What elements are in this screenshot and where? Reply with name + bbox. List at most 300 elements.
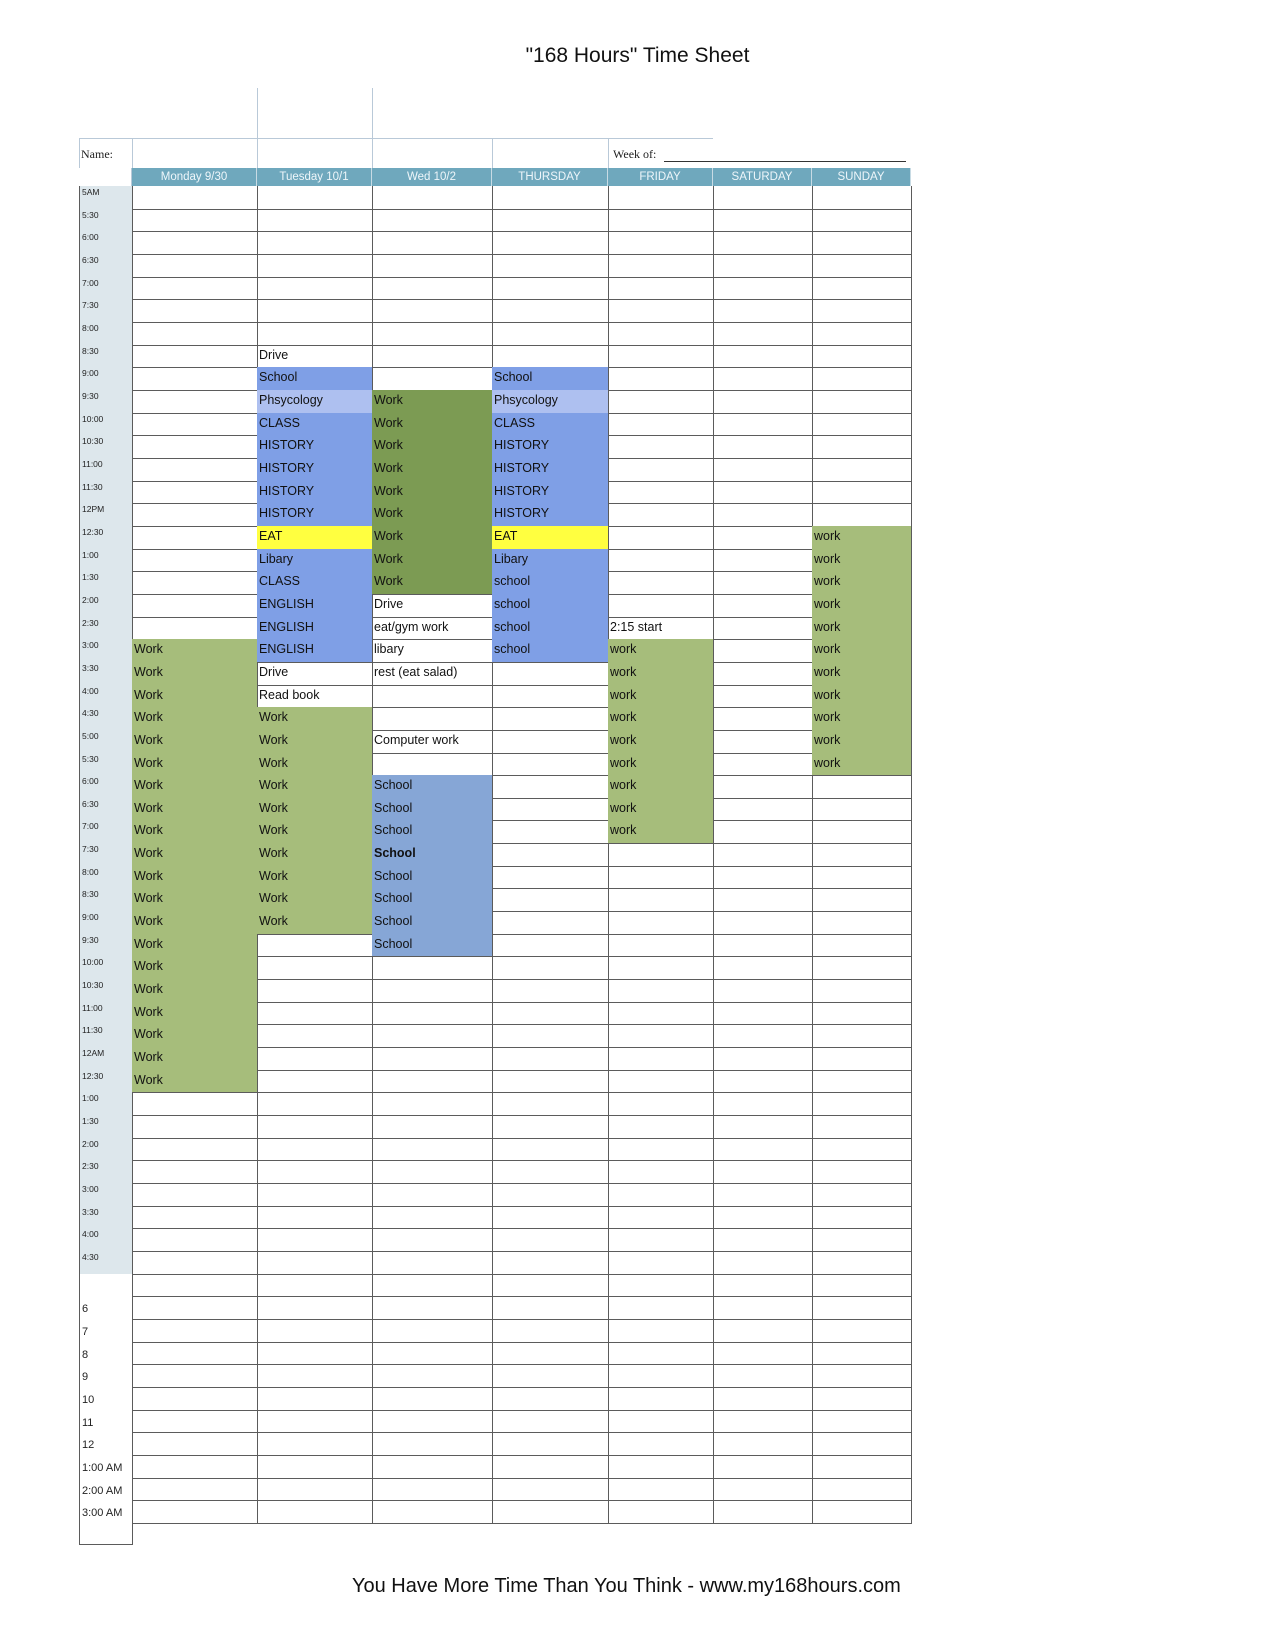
schedule-cell[interactable]: work xyxy=(608,798,714,821)
schedule-cell[interactable] xyxy=(257,1138,373,1161)
schedule-cell[interactable] xyxy=(372,367,493,391)
schedule-cell[interactable] xyxy=(492,775,609,799)
schedule-cell[interactable] xyxy=(812,1115,912,1139)
schedule-cell[interactable]: Work xyxy=(132,1024,258,1048)
schedule-cell[interactable] xyxy=(812,1364,912,1388)
schedule-cell[interactable]: Work xyxy=(132,979,258,1003)
schedule-cell[interactable] xyxy=(713,1183,813,1207)
schedule-cell[interactable] xyxy=(812,299,912,323)
schedule-cell[interactable] xyxy=(257,209,373,232)
schedule-cell[interactable]: HISTORY xyxy=(492,435,609,459)
schedule-cell[interactable]: work xyxy=(608,707,714,731)
schedule-cell[interactable] xyxy=(492,1228,609,1252)
schedule-cell[interactable] xyxy=(812,390,912,414)
schedule-cell[interactable] xyxy=(492,1047,609,1071)
schedule-cell[interactable] xyxy=(608,1228,714,1252)
schedule-cell[interactable] xyxy=(257,231,373,255)
schedule-cell[interactable] xyxy=(372,1455,493,1479)
schedule-cell[interactable] xyxy=(492,1500,609,1524)
schedule-cell[interactable] xyxy=(812,1251,912,1275)
schedule-cell[interactable] xyxy=(492,820,609,844)
schedule-cell[interactable]: Read book xyxy=(257,685,373,708)
schedule-cell[interactable]: CLASS xyxy=(492,413,609,436)
schedule-cell[interactable] xyxy=(713,345,813,368)
schedule-cell[interactable]: Work xyxy=(257,911,373,935)
schedule-cell[interactable] xyxy=(812,1455,912,1479)
schedule-cell[interactable] xyxy=(257,934,373,957)
schedule-cell[interactable] xyxy=(608,254,714,278)
schedule-cell[interactable]: Work xyxy=(132,1047,258,1071)
schedule-cell[interactable]: eat/gym work xyxy=(372,617,493,640)
schedule-cell[interactable]: HISTORY xyxy=(492,481,609,504)
schedule-cell[interactable] xyxy=(713,820,813,844)
schedule-cell[interactable] xyxy=(812,1024,912,1048)
schedule-cell[interactable] xyxy=(372,753,493,776)
schedule-cell[interactable] xyxy=(608,979,714,1003)
schedule-cell[interactable] xyxy=(608,367,714,391)
schedule-cell[interactable] xyxy=(372,1206,493,1229)
schedule-cell[interactable] xyxy=(492,1138,609,1161)
schedule-cell[interactable] xyxy=(713,481,813,504)
schedule-cell[interactable] xyxy=(608,1206,714,1229)
schedule-cell[interactable] xyxy=(372,1160,493,1184)
schedule-cell[interactable]: School xyxy=(372,866,493,889)
schedule-cell[interactable] xyxy=(257,1002,373,1025)
schedule-cell[interactable] xyxy=(713,1319,813,1343)
schedule-cell[interactable]: work xyxy=(812,549,912,572)
schedule-cell[interactable] xyxy=(257,979,373,1003)
schedule-cell[interactable]: work xyxy=(812,753,912,776)
schedule-cell[interactable] xyxy=(608,1160,714,1184)
schedule-cell[interactable] xyxy=(132,209,258,232)
schedule-cell[interactable]: Work xyxy=(372,390,493,414)
schedule-cell[interactable] xyxy=(812,345,912,368)
schedule-cell[interactable]: Work xyxy=(372,435,493,459)
schedule-cell[interactable]: libary xyxy=(372,639,493,663)
schedule-cell[interactable] xyxy=(372,1274,493,1297)
schedule-cell[interactable] xyxy=(372,1478,493,1501)
schedule-cell[interactable] xyxy=(132,1455,258,1479)
schedule-cell[interactable]: Libary xyxy=(257,549,373,572)
schedule-cell[interactable] xyxy=(372,1432,493,1456)
schedule-cell[interactable]: School xyxy=(372,888,493,912)
schedule-cell[interactable]: Work xyxy=(372,571,493,595)
schedule-cell[interactable] xyxy=(608,1070,714,1093)
schedule-cell[interactable] xyxy=(132,1319,258,1343)
schedule-cell[interactable]: Work xyxy=(132,820,258,844)
schedule-cell[interactable] xyxy=(812,209,912,232)
schedule-cell[interactable]: School xyxy=(372,798,493,821)
schedule-cell[interactable] xyxy=(132,277,258,300)
schedule-cell[interactable] xyxy=(132,322,258,346)
schedule-cell[interactable] xyxy=(132,1092,258,1116)
schedule-cell[interactable] xyxy=(492,1251,609,1275)
schedule-cell[interactable]: Computer work xyxy=(372,730,493,754)
schedule-cell[interactable]: Work xyxy=(257,820,373,844)
schedule-cell[interactable] xyxy=(257,1047,373,1071)
schedule-cell[interactable]: Work xyxy=(132,662,258,686)
schedule-cell[interactable] xyxy=(812,1500,912,1524)
schedule-cell[interactable]: HISTORY xyxy=(492,458,609,482)
schedule-cell[interactable] xyxy=(132,1160,258,1184)
schedule-cell[interactable]: work xyxy=(608,753,714,776)
schedule-cell[interactable] xyxy=(812,254,912,278)
schedule-cell[interactable] xyxy=(492,730,609,754)
schedule-cell[interactable] xyxy=(257,1296,373,1320)
schedule-cell[interactable] xyxy=(812,1206,912,1229)
schedule-cell[interactable] xyxy=(492,1387,609,1411)
schedule-cell[interactable] xyxy=(713,934,813,957)
schedule-cell[interactable] xyxy=(713,1251,813,1275)
schedule-cell[interactable] xyxy=(492,753,609,776)
schedule-cell[interactable] xyxy=(713,299,813,323)
schedule-cell[interactable] xyxy=(492,707,609,731)
schedule-cell[interactable] xyxy=(132,571,258,595)
schedule-cell[interactable] xyxy=(132,1115,258,1139)
schedule-cell[interactable] xyxy=(812,1410,912,1433)
schedule-cell[interactable] xyxy=(132,526,258,550)
schedule-cell[interactable] xyxy=(713,1432,813,1456)
schedule-cell[interactable]: 2:15 start xyxy=(608,617,714,640)
schedule-cell[interactable] xyxy=(492,1364,609,1388)
schedule-cell[interactable] xyxy=(372,1500,493,1524)
schedule-cell[interactable] xyxy=(492,1432,609,1456)
schedule-cell[interactable] xyxy=(713,1364,813,1388)
schedule-cell[interactable] xyxy=(372,956,493,980)
schedule-cell[interactable] xyxy=(372,254,493,278)
schedule-cell[interactable] xyxy=(492,798,609,821)
schedule-cell[interactable] xyxy=(372,1047,493,1071)
schedule-cell[interactable] xyxy=(132,617,258,640)
schedule-cell[interactable]: work xyxy=(608,639,714,663)
schedule-cell[interactable]: Work xyxy=(372,549,493,572)
schedule-cell[interactable] xyxy=(372,1296,493,1320)
schedule-cell[interactable] xyxy=(812,820,912,844)
schedule-cell[interactable]: CLASS xyxy=(257,571,373,595)
schedule-cell[interactable]: Work xyxy=(372,526,493,550)
schedule-cell[interactable] xyxy=(608,1138,714,1161)
schedule-cell[interactable]: Drive xyxy=(257,662,373,686)
schedule-cell[interactable] xyxy=(713,1500,813,1524)
schedule-cell[interactable] xyxy=(257,186,373,210)
schedule-cell[interactable]: work xyxy=(608,775,714,799)
schedule-cell[interactable] xyxy=(812,888,912,912)
schedule-cell[interactable] xyxy=(492,934,609,957)
schedule-cell[interactable] xyxy=(713,1342,813,1365)
schedule-cell[interactable] xyxy=(257,1115,373,1139)
schedule-cell[interactable] xyxy=(608,843,714,867)
schedule-cell[interactable] xyxy=(257,1387,373,1411)
schedule-cell[interactable] xyxy=(257,1160,373,1184)
schedule-cell[interactable] xyxy=(132,1274,258,1297)
schedule-cell[interactable] xyxy=(608,413,714,436)
schedule-cell[interactable] xyxy=(713,1070,813,1093)
schedule-cell[interactable] xyxy=(713,435,813,459)
schedule-cell[interactable] xyxy=(372,1115,493,1139)
schedule-cell[interactable] xyxy=(257,1251,373,1275)
schedule-cell[interactable] xyxy=(492,1410,609,1433)
schedule-cell[interactable] xyxy=(492,979,609,1003)
schedule-cell[interactable] xyxy=(608,1296,714,1320)
schedule-cell[interactable] xyxy=(372,1024,493,1048)
schedule-cell[interactable] xyxy=(713,277,813,300)
schedule-cell[interactable]: School xyxy=(372,820,493,844)
schedule-cell[interactable] xyxy=(132,1500,258,1524)
schedule-cell[interactable]: Work xyxy=(132,1002,258,1025)
schedule-cell[interactable] xyxy=(713,1296,813,1320)
week-of-field[interactable] xyxy=(664,161,906,162)
schedule-cell[interactable] xyxy=(608,1455,714,1479)
schedule-cell[interactable] xyxy=(713,526,813,550)
schedule-cell[interactable] xyxy=(812,911,912,935)
schedule-cell[interactable] xyxy=(257,1478,373,1501)
schedule-cell[interactable] xyxy=(132,503,258,527)
schedule-cell[interactable] xyxy=(492,1092,609,1116)
schedule-cell[interactable]: school xyxy=(492,617,609,640)
schedule-cell[interactable] xyxy=(492,1455,609,1479)
schedule-cell[interactable] xyxy=(372,1251,493,1275)
schedule-cell[interactable] xyxy=(492,186,609,210)
schedule-cell[interactable]: ENGLISH xyxy=(257,594,373,618)
schedule-cell[interactable]: HISTORY xyxy=(492,503,609,527)
schedule-cell[interactable] xyxy=(713,1160,813,1184)
schedule-cell[interactable] xyxy=(132,1183,258,1207)
schedule-cell[interactable] xyxy=(132,1228,258,1252)
schedule-cell[interactable] xyxy=(372,322,493,346)
schedule-cell[interactable] xyxy=(812,934,912,957)
schedule-cell[interactable] xyxy=(372,1092,493,1116)
schedule-cell[interactable]: Drive xyxy=(257,345,373,368)
schedule-cell[interactable] xyxy=(713,367,813,391)
schedule-cell[interactable]: work xyxy=(812,594,912,618)
schedule-cell[interactable] xyxy=(492,1002,609,1025)
schedule-cell[interactable] xyxy=(608,594,714,618)
schedule-cell[interactable] xyxy=(132,1342,258,1365)
schedule-cell[interactable] xyxy=(492,956,609,980)
schedule-cell[interactable] xyxy=(812,1387,912,1411)
schedule-cell[interactable] xyxy=(492,662,609,686)
schedule-cell[interactable] xyxy=(812,1342,912,1365)
schedule-cell[interactable] xyxy=(608,1002,714,1025)
schedule-cell[interactable] xyxy=(812,1092,912,1116)
schedule-cell[interactable] xyxy=(608,1478,714,1501)
schedule-cell[interactable] xyxy=(713,639,813,663)
schedule-cell[interactable]: Phsycology xyxy=(257,390,373,414)
schedule-cell[interactable]: work xyxy=(812,639,912,663)
schedule-cell[interactable] xyxy=(132,1206,258,1229)
schedule-cell[interactable] xyxy=(812,186,912,210)
schedule-cell[interactable]: HISTORY xyxy=(257,503,373,527)
schedule-cell[interactable] xyxy=(132,458,258,482)
schedule-cell[interactable] xyxy=(812,413,912,436)
schedule-cell[interactable]: work xyxy=(812,707,912,731)
schedule-cell[interactable] xyxy=(372,1410,493,1433)
schedule-cell[interactable] xyxy=(713,775,813,799)
schedule-cell[interactable] xyxy=(812,1047,912,1071)
schedule-cell[interactable] xyxy=(713,322,813,346)
schedule-cell[interactable] xyxy=(713,707,813,731)
schedule-cell[interactable] xyxy=(492,911,609,935)
schedule-cell[interactable] xyxy=(492,1160,609,1184)
schedule-cell[interactable] xyxy=(713,503,813,527)
schedule-cell[interactable] xyxy=(713,458,813,482)
schedule-cell[interactable] xyxy=(492,254,609,278)
schedule-cell[interactable] xyxy=(608,322,714,346)
schedule-cell[interactable]: work xyxy=(608,820,714,844)
schedule-cell[interactable]: Work xyxy=(257,775,373,799)
schedule-cell[interactable] xyxy=(492,345,609,368)
schedule-cell[interactable] xyxy=(132,1251,258,1275)
schedule-cell[interactable]: EAT xyxy=(257,526,373,550)
schedule-cell[interactable]: Work xyxy=(257,707,373,731)
schedule-cell[interactable] xyxy=(372,1183,493,1207)
schedule-cell[interactable]: Work xyxy=(132,1070,258,1093)
schedule-cell[interactable] xyxy=(713,956,813,980)
schedule-cell[interactable] xyxy=(492,322,609,346)
schedule-cell[interactable]: Work xyxy=(372,413,493,436)
schedule-cell[interactable] xyxy=(492,843,609,867)
schedule-cell[interactable] xyxy=(257,1319,373,1343)
schedule-cell[interactable] xyxy=(492,1342,609,1365)
schedule-cell[interactable] xyxy=(713,753,813,776)
schedule-cell[interactable] xyxy=(608,1183,714,1207)
schedule-cell[interactable] xyxy=(492,866,609,889)
schedule-cell[interactable] xyxy=(132,481,258,504)
schedule-cell[interactable] xyxy=(257,1070,373,1093)
schedule-cell[interactable] xyxy=(132,1296,258,1320)
schedule-cell[interactable] xyxy=(492,1274,609,1297)
schedule-cell[interactable] xyxy=(257,1228,373,1252)
schedule-cell[interactable] xyxy=(713,571,813,595)
schedule-cell[interactable] xyxy=(713,888,813,912)
schedule-cell[interactable]: ENGLISH xyxy=(257,639,373,663)
schedule-cell[interactable]: work xyxy=(608,730,714,754)
schedule-cell[interactable] xyxy=(812,458,912,482)
schedule-cell[interactable]: Work xyxy=(132,707,258,731)
schedule-cell[interactable]: Work xyxy=(132,866,258,889)
schedule-cell[interactable] xyxy=(713,1274,813,1297)
schedule-cell[interactable] xyxy=(372,209,493,232)
schedule-cell[interactable] xyxy=(257,956,373,980)
schedule-cell[interactable] xyxy=(132,435,258,459)
schedule-cell[interactable]: School xyxy=(257,367,373,391)
schedule-cell[interactable]: work xyxy=(608,662,714,686)
schedule-cell[interactable] xyxy=(608,1319,714,1343)
schedule-cell[interactable] xyxy=(132,254,258,278)
schedule-cell[interactable] xyxy=(257,1364,373,1388)
schedule-cell[interactable] xyxy=(812,1319,912,1343)
schedule-cell[interactable] xyxy=(372,186,493,210)
schedule-cell[interactable]: School xyxy=(372,911,493,935)
schedule-cell[interactable]: Work xyxy=(132,888,258,912)
schedule-cell[interactable] xyxy=(372,1342,493,1365)
schedule-cell[interactable]: work xyxy=(812,730,912,754)
schedule-cell[interactable] xyxy=(257,1183,373,1207)
schedule-cell[interactable]: work xyxy=(812,617,912,640)
schedule-cell[interactable] xyxy=(812,1070,912,1093)
schedule-cell[interactable] xyxy=(132,1364,258,1388)
schedule-cell[interactable] xyxy=(372,1070,493,1093)
schedule-cell[interactable] xyxy=(713,685,813,708)
schedule-cell[interactable] xyxy=(257,1274,373,1297)
schedule-cell[interactable] xyxy=(713,1228,813,1252)
schedule-cell[interactable] xyxy=(608,345,714,368)
schedule-cell[interactable] xyxy=(812,1274,912,1297)
schedule-cell[interactable]: Work xyxy=(132,956,258,980)
schedule-cell[interactable] xyxy=(132,594,258,618)
schedule-cell[interactable] xyxy=(372,707,493,731)
schedule-cell[interactable] xyxy=(608,1251,714,1275)
schedule-cell[interactable] xyxy=(372,299,493,323)
schedule-cell[interactable] xyxy=(713,730,813,754)
schedule-cell[interactable] xyxy=(492,299,609,323)
schedule-cell[interactable] xyxy=(812,1138,912,1161)
schedule-cell[interactable] xyxy=(132,1432,258,1456)
schedule-cell[interactable] xyxy=(372,1138,493,1161)
schedule-cell[interactable] xyxy=(257,254,373,278)
schedule-cell[interactable]: HISTORY xyxy=(257,435,373,459)
schedule-cell[interactable] xyxy=(492,1319,609,1343)
schedule-cell[interactable] xyxy=(372,231,493,255)
schedule-cell[interactable] xyxy=(608,571,714,595)
schedule-cell[interactable] xyxy=(492,1206,609,1229)
schedule-cell[interactable]: EAT xyxy=(492,526,609,550)
schedule-cell[interactable] xyxy=(812,322,912,346)
schedule-cell[interactable] xyxy=(713,254,813,278)
schedule-cell[interactable] xyxy=(372,277,493,300)
schedule-cell[interactable] xyxy=(492,1296,609,1320)
schedule-cell[interactable] xyxy=(812,1183,912,1207)
schedule-cell[interactable] xyxy=(492,1478,609,1501)
schedule-cell[interactable] xyxy=(257,1432,373,1456)
schedule-cell[interactable] xyxy=(713,911,813,935)
schedule-cell[interactable] xyxy=(132,367,258,391)
schedule-cell[interactable]: work xyxy=(812,526,912,550)
schedule-cell[interactable]: Work xyxy=(372,481,493,504)
schedule-cell[interactable] xyxy=(608,526,714,550)
schedule-cell[interactable] xyxy=(492,888,609,912)
schedule-cell[interactable] xyxy=(257,1500,373,1524)
schedule-cell[interactable] xyxy=(132,413,258,436)
schedule-cell[interactable] xyxy=(257,1342,373,1365)
schedule-cell[interactable]: Work xyxy=(257,730,373,754)
schedule-cell[interactable] xyxy=(132,1387,258,1411)
schedule-cell[interactable] xyxy=(812,1228,912,1252)
schedule-cell[interactable] xyxy=(713,1410,813,1433)
schedule-cell[interactable] xyxy=(713,1115,813,1139)
schedule-cell[interactable] xyxy=(372,1228,493,1252)
schedule-cell[interactable] xyxy=(608,1364,714,1388)
schedule-cell[interactable]: Libary xyxy=(492,549,609,572)
schedule-cell[interactable]: school xyxy=(492,594,609,618)
schedule-cell[interactable] xyxy=(608,911,714,935)
schedule-cell[interactable]: Work xyxy=(132,911,258,935)
schedule-cell[interactable]: HISTORY xyxy=(257,458,373,482)
schedule-cell[interactable] xyxy=(372,1364,493,1388)
schedule-cell[interactable] xyxy=(812,866,912,889)
schedule-cell[interactable] xyxy=(608,390,714,414)
schedule-cell[interactable] xyxy=(492,277,609,300)
schedule-cell[interactable]: Work xyxy=(132,639,258,663)
schedule-cell[interactable] xyxy=(257,322,373,346)
schedule-cell[interactable] xyxy=(713,866,813,889)
schedule-cell[interactable]: Work xyxy=(132,843,258,867)
schedule-cell[interactable] xyxy=(713,979,813,1003)
schedule-cell[interactable] xyxy=(132,390,258,414)
schedule-cell[interactable] xyxy=(608,934,714,957)
schedule-cell[interactable]: School xyxy=(372,843,493,867)
schedule-cell[interactable] xyxy=(257,299,373,323)
